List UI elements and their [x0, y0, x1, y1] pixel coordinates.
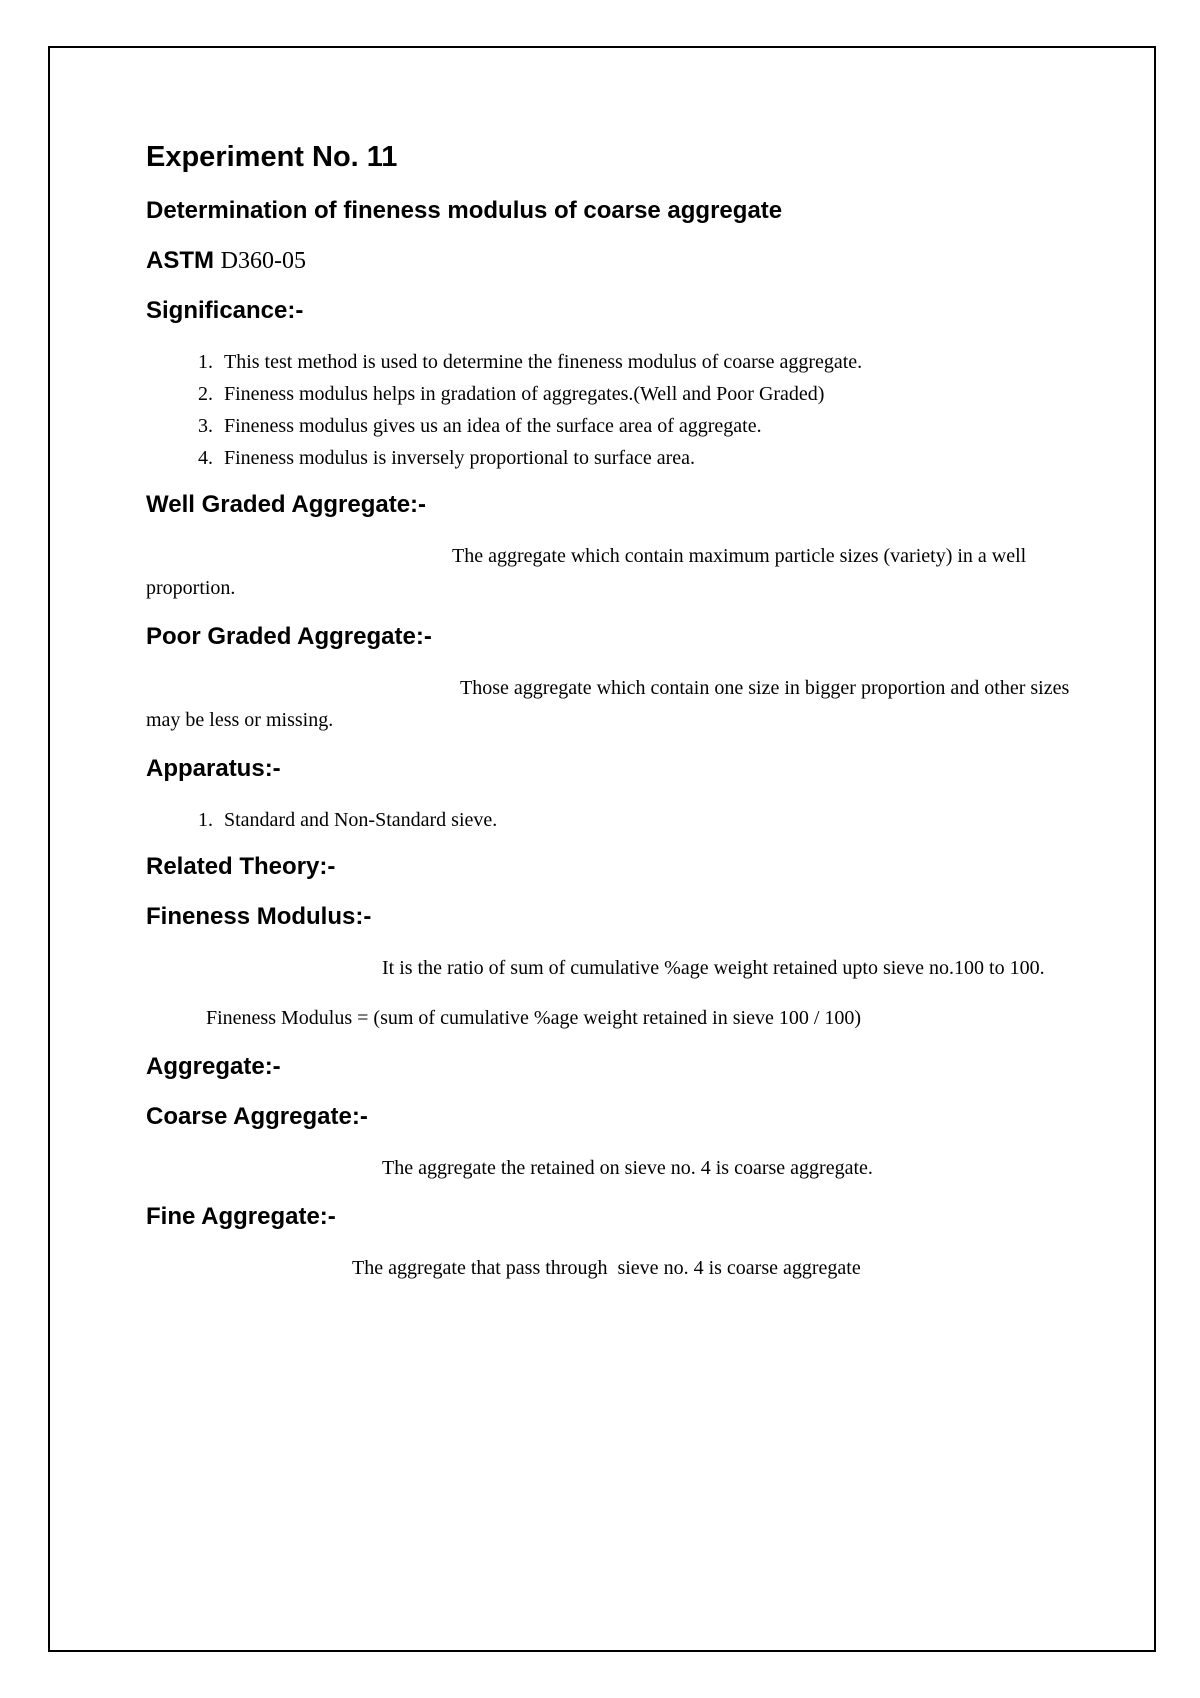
standard-code: D360-05	[220, 248, 306, 274]
well-graded-text: The aggregate which contain maximum particle sizes (variety) in a well proportion.	[146, 545, 1027, 599]
poor-graded-heading: Poor Graded Aggregate:-	[146, 623, 432, 650]
list-item: 1. This test method is used to determine the fineness modulus of coarse aggregate.	[218, 346, 1076, 378]
standard-line	[146, 246, 1076, 276]
fine-aggregate-text: The aggregate that pass through sieve no. 4 is coarse aggregate	[352, 1257, 861, 1279]
apparatus-list	[146, 804, 1076, 836]
document-title: Experiment No. 11	[146, 141, 398, 173]
document-subtitle: Determination of fineness modulus of coarse aggregate	[146, 197, 783, 224]
poor-graded-text: Those aggregate which contain one size in bigger proportion and other sizes may be less or missing.	[146, 677, 1070, 731]
significance-list	[146, 346, 1076, 474]
coarse-aggregate-heading: Coarse Aggregate:-	[146, 1103, 368, 1130]
significance-heading: Significance:-	[146, 297, 304, 324]
fine-aggregate-heading: Fine Aggregate:-	[146, 1203, 336, 1230]
document-body	[146, 140, 1076, 1302]
list-item: 4. Fineness modulus is inversely proportional to surface area.	[218, 442, 1076, 474]
fineness-modulus-text: It is the ratio of sum of cumulative %age weight retained upto sieve no.100 to 100.	[382, 957, 1045, 979]
coarse-aggregate-text: The aggregate the retained on sieve no. 4 is coarse aggregate.	[382, 1157, 873, 1179]
related-theory-heading: Related Theory:-	[146, 853, 336, 880]
standard-label: ASTM	[146, 247, 214, 274]
list-item: 1. Standard and Non-Standard sieve.	[218, 804, 1076, 836]
fineness-modulus-heading: Fineness Modulus:-	[146, 903, 372, 930]
list-item: 3. Fineness modulus gives us an idea of the surface area of aggregate.	[218, 410, 1076, 442]
fineness-modulus-formula: Fineness Modulus = (sum of cumulative %age weight retained in sieve 100 / 100)	[206, 1007, 862, 1029]
apparatus-heading: Apparatus:-	[146, 755, 281, 782]
well-graded-heading: Well Graded Aggregate:-	[146, 491, 427, 518]
aggregate-heading: Aggregate:-	[146, 1053, 281, 1080]
list-item: 2. Fineness modulus helps in gradation of aggregates.(Well and Poor Graded)	[218, 378, 1076, 410]
